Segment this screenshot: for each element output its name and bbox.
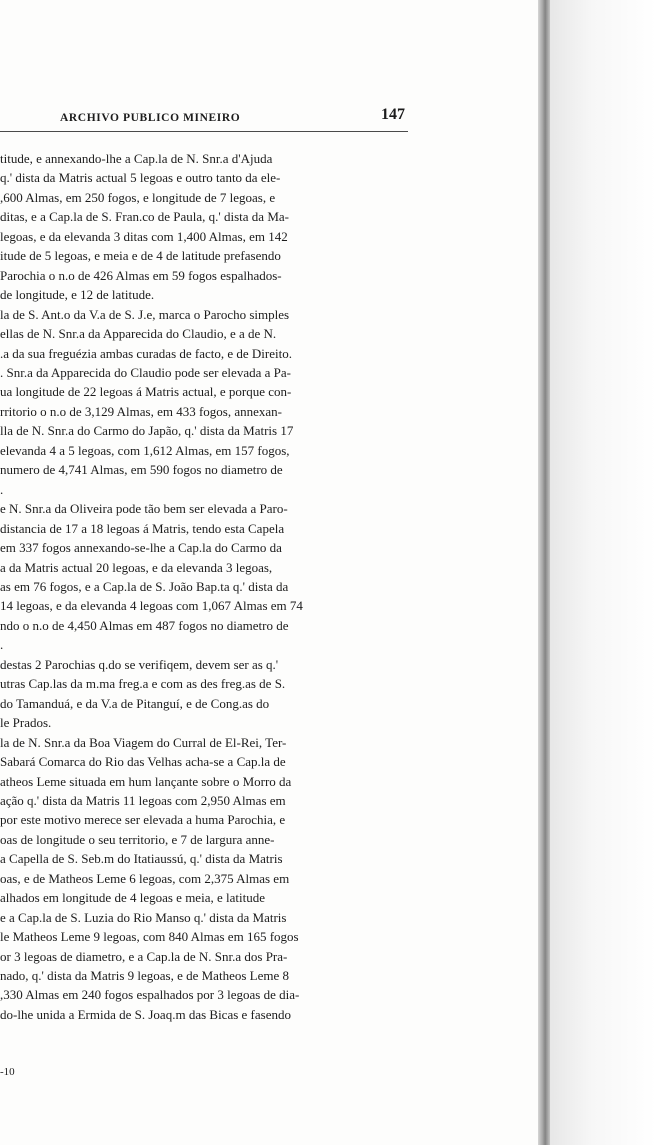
- text-line: ndo o n.o de 4,450 Almas em 487 fogos no diametro de: [0, 617, 289, 633]
- text-line: legoas, e da elevanda 3 ditas com 1,400 Almas, em 142: [0, 228, 288, 244]
- running-head: ARCHIVO PUBLICO MINEIRO: [60, 112, 241, 124]
- text-line: ação q.' dista da Matris 11 legoas com 2,950 Almas em: [0, 792, 286, 808]
- text-line: .: [0, 481, 4, 497]
- text-line: alhados em longitude de 4 legoas e meia, e latitude: [0, 890, 265, 906]
- text-line: ,330 Almas em 240 fogos espalhados por 3 legoas de dia-: [0, 987, 300, 1003]
- text-line: ua longitude de 22 legoas á Matris actual, e porque con-: [0, 384, 292, 400]
- text-line: a da Matris actual 20 legoas, e da elevanda 3 legoas,: [0, 559, 273, 575]
- text-line: e N. Snr.a da Oliveira pode tão bem ser elevada a Paro-: [0, 501, 288, 517]
- text-line: la de N. Snr.a da Boa Viagem do Curral de El-Rei, Ter-: [0, 734, 287, 750]
- page-header: [0, 106, 410, 128]
- printer-signature: -10: [0, 1066, 15, 1078]
- text-line: oas de longitude o seu territorio, e 7 de largura anne-: [0, 831, 275, 847]
- text-line: nado, q.' dista da Matris 9 legoas, e de Matheos Leme 8: [0, 968, 289, 984]
- header-rule: [0, 131, 408, 132]
- text-line: as em 76 fogos, e a Cap.la de S. João Bap.ta q.' dista da: [0, 578, 289, 594]
- text-line: .a da sua freguézia ambas curadas de facto, e de Direito.: [0, 345, 292, 361]
- text-line: rritorio o n.o de 3,129 Almas, em 433 fogos, annexan-: [0, 403, 282, 419]
- text-line: utras Cap.las da m.ma freg.a e com as des freg.as de S.: [0, 676, 286, 692]
- text-line: . Snr.a da Apparecida do Claudio pode ser elevada a Pa-: [0, 364, 291, 380]
- text-line: em 337 fogos annexando-se-lhe a Cap.la do Carmo da: [0, 540, 282, 556]
- text-line: elevanda 4 a 5 legoas, com 1,612 Almas, em 157 fogos,: [0, 442, 290, 458]
- text-line: le Matheos Leme 9 legoas, com 840 Almas em 165 fogos: [0, 929, 299, 945]
- text-line: le Prados.: [0, 715, 52, 731]
- text-line: atheos Leme situada em hum lançante sobre o Morro da: [0, 773, 292, 789]
- text-line: la de S. Ant.o da V.a de S. J.e, marca o Parocho simples: [0, 306, 290, 322]
- page-number: 147: [381, 106, 405, 123]
- text-line: destas 2 Parochias q.do se verifiqem, devem ser as q.': [0, 656, 279, 672]
- text-line: lla de N. Snr.a do Carmo do Japão, q.' dista da Matris 17: [0, 423, 294, 439]
- gutter-shadow: [550, 0, 656, 1145]
- text-line: titude, e annexando-lhe a Cap.la de N. Snr.a d'Ajuda: [0, 151, 273, 166]
- book-spine: [538, 0, 550, 1145]
- text-line: .: [0, 637, 4, 653]
- text-line: do-lhe unida a Ermida de S. Joaq.m das Bicas e fasendo: [0, 1006, 291, 1022]
- text-line: Parochia o n.o de 426 Almas em 59 fogos espalhados-: [0, 267, 282, 283]
- text-line: ditas, e a Cap.la de S. Fran.co de Paula, q.' dista da Ma-: [0, 209, 289, 225]
- text-line: Sabará Comarca do Rio das Velhas acha-se a Cap.la de: [0, 754, 286, 770]
- text-line: e a Cap.la de S. Luzia do Rio Manso q.' dista da Matris: [0, 909, 287, 925]
- text-line: de longitude, e 12 de latitude.: [0, 287, 155, 303]
- text-line: a Capella de S. Seb.m do Itatiaussú, q.' dista da Matris: [0, 851, 283, 867]
- text-line: itude de 5 legoas, e meia e de 4 de latitude prefasendo: [0, 248, 281, 264]
- text-line: 14 legoas, e da elevanda 4 legoas com 1,067 Almas em 74: [0, 598, 303, 614]
- text-line: oas, e de Matheos Leme 6 legoas, com 2,375 Almas em: [0, 870, 290, 886]
- text-line: or 3 legoas de diametro, e a Cap.la de N. Snr.a dos Pra-: [0, 948, 288, 964]
- text-line: ,600 Almas, em 250 fogos, e longitude de 7 legoas, e: [0, 189, 276, 205]
- text-line: por este motivo merece ser elevada a huma Parochia, e: [0, 812, 286, 828]
- text-line: ellas de N. Snr.a da Apparecida do Claudio, e a de N.: [0, 326, 277, 342]
- text-line: distancia de 17 a 18 legoas á Matris, tendo esta Capela: [0, 520, 285, 536]
- text-line: numero de 4,741 Almas, em 590 fogos no diametro de: [0, 462, 283, 478]
- text-line: q.' dista da Matris actual 5 legoas e outro tanto da ele-: [0, 170, 281, 186]
- text-line: do Tamanduá, e da V.a de Pitanguí, e de Cong.as do: [0, 695, 270, 711]
- body-text: [0, 149, 418, 1024]
